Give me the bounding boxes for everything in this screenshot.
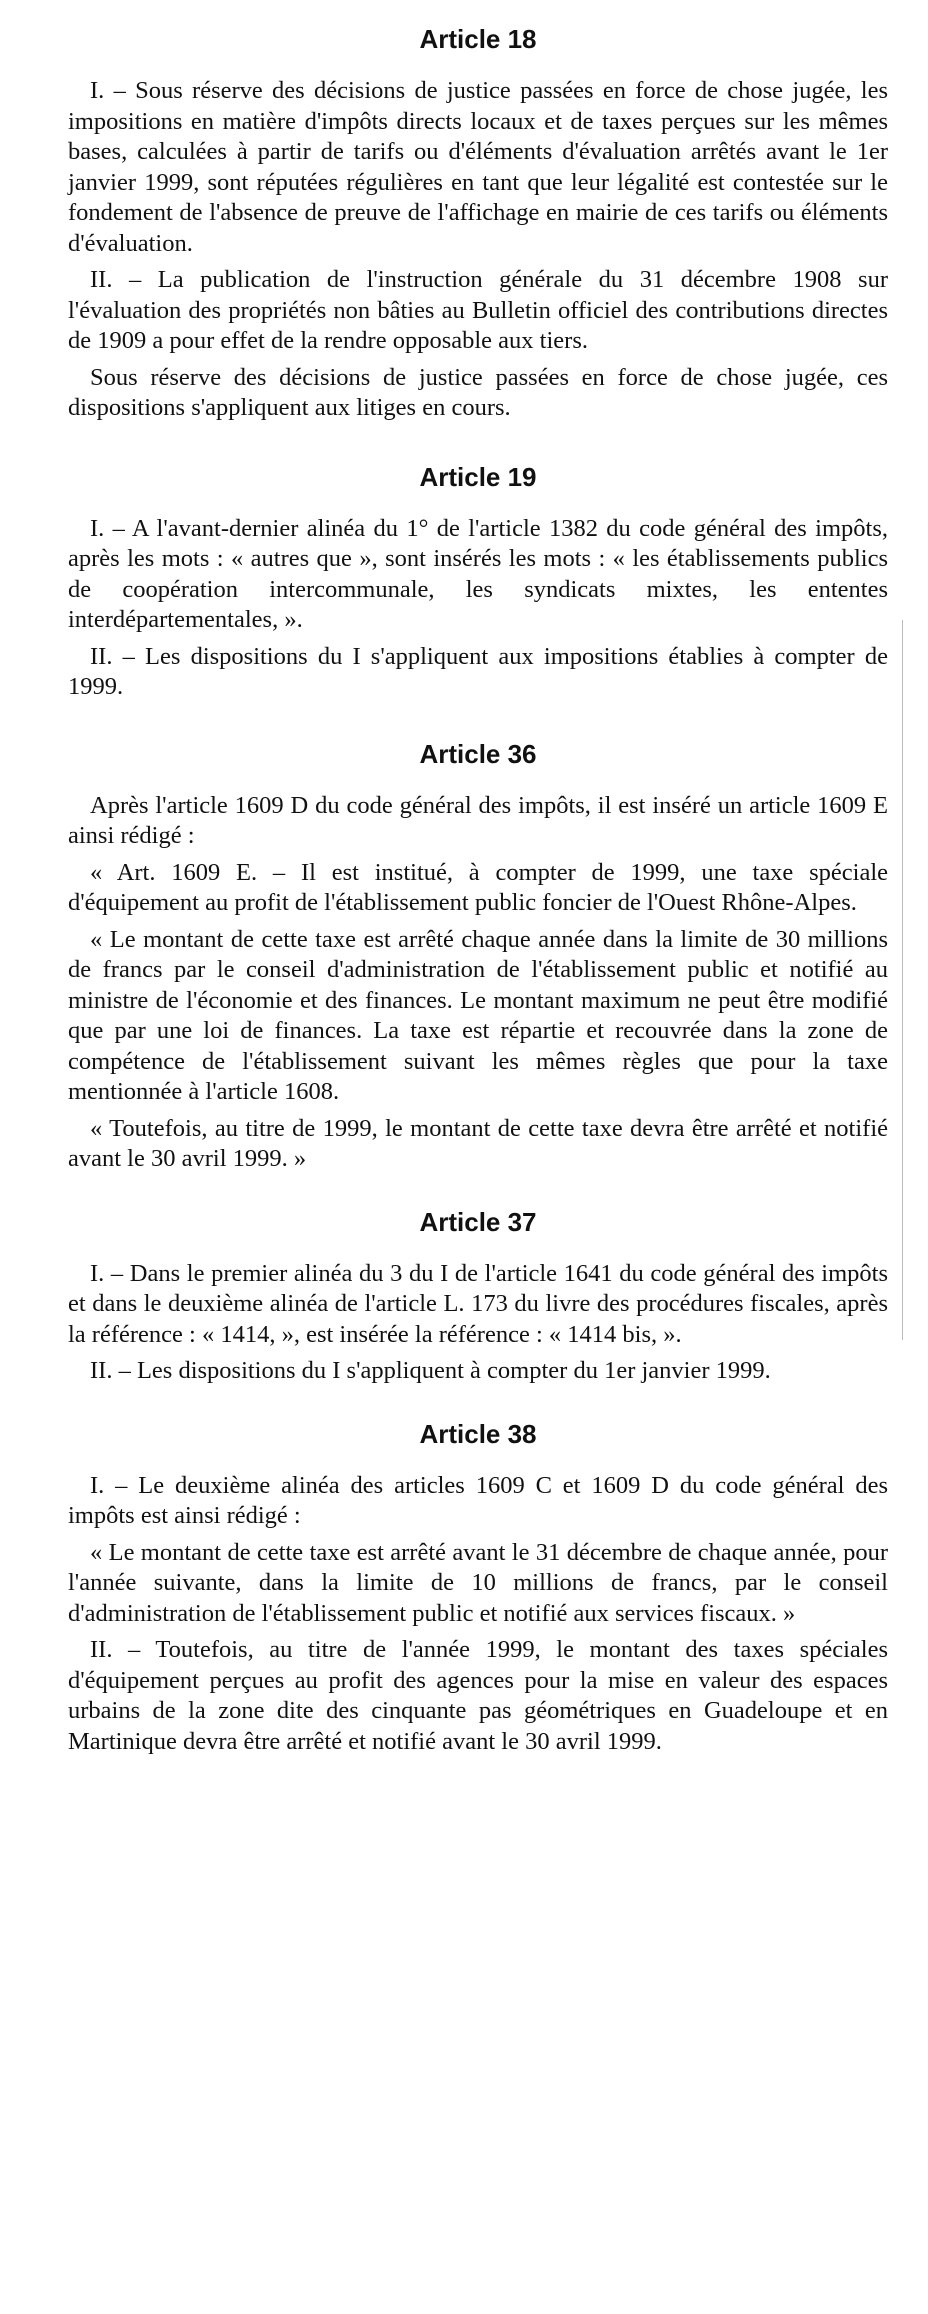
article-heading: Article 38 <box>419 1418 537 1449</box>
article-18 <box>68 22 888 424</box>
article-19 <box>68 460 888 703</box>
article-paragraph: II. – Les dispositions du I s'appliquent à compter du 1er janvier 1999. <box>90 1357 771 1384</box>
article-paragraph: I. – Le deuxième alinéa des articles 1609 C et 1609 D du code général des impôts est ainsi rédigé : <box>68 1471 888 1529</box>
article-paragraph: Sous réserve des décisions de justice passées en force de chose jugée, ces dispositions s'appliquent aux litiges en cours. <box>68 363 888 421</box>
article-paragraph: II. – La publication de l'instruction générale du 31 décembre 1908 sur l'évaluation des propriétés non bâties au Bulletin officiel des contributions directes de 1909 a pour effet de la rendre opposable aux tiers. <box>68 266 888 354</box>
article-paragraph: « Le montant de cette taxe est arrêté avant le 31 décembre de chaque année, pour l'année suivante, dans la limite de 10 millions de francs, par le conseil d'administration de l'établissement public et notifié aux services fiscaux. » <box>68 1538 888 1627</box>
article-38 <box>68 1417 888 1758</box>
article-paragraph: « Art. 1609 E. – Il est institué, à compter de 1999, une taxe spéciale d'équipement au profit de l'établissement public foncier de l'Ouest Rhône-Alpes. <box>68 858 888 916</box>
article-paragraph: I. – Sous réserve des décisions de justice passées en force de chose jugée, les impositions en matière d'impôts directs locaux et de taxes perçues sur les mêmes bases, calculées à partir de tarifs ou d'éléments d'évaluation arrêtés avant le 1er janvier 1999, sont réputées régulières en tant que leur légalité est contestée sur le fondement de l'absence de preuve de l'affichage en mairie de ces tarifs ou éléments d'évaluation. <box>68 77 888 257</box>
article-heading: Article 37 <box>419 1206 537 1237</box>
article-heading: Article 19 <box>419 461 537 492</box>
article-paragraph: « Le montant de cette taxe est arrêté chaque année dans la limite de 30 millions de francs par le conseil d'administration de l'établissement public et notifié au ministre de l'économie et des finances. Le montant maximum ne peut être modifié que par une loi de finances. La taxe est répartie et recouvrée dans la zone de compétence de l'établissement suivant les mêmes règles que pour la taxe mentionnée à l'article 1608. <box>68 925 888 1105</box>
document-page <box>68 22 888 1763</box>
article-paragraph: « Toutefois, au titre de 1999, le montant de cette taxe devra être arrêté et notifié avant le 30 avril 1999. » <box>68 1114 888 1172</box>
article-paragraph: I. – Dans le premier alinéa du 3 du I de l'article 1641 du code général des impôts et dans le deuxième alinéa de l'article L. 173 du livre des procédures fiscales, après la référence : « 1414, », est insérée la référence : « 1414 bis, ». <box>68 1259 888 1348</box>
article-37 <box>68 1205 888 1387</box>
article-paragraph: II. – Les dispositions du I s'appliquent aux impositions établies à compter de 1999. <box>68 642 888 700</box>
article-heading: Article 36 <box>419 738 537 769</box>
article-paragraph: Après l'article 1609 D du code général des impôts, il est inséré un article 1609 E ainsi rédigé : <box>68 791 888 849</box>
article-36 <box>68 737 888 1175</box>
scan-margin-line <box>902 620 903 1340</box>
article-paragraph: II. – Toutefois, au titre de l'année 1999, le montant des taxes spéciales d'équipement perçues au profit des agences pour la mise en valeur des espaces urbains de la zone dite des cinquante pas géométriques en Guadeloupe et en Martinique devra être arrêté et notifié avant le 30 avril 1999. <box>68 1636 888 1755</box>
article-paragraph: I. – A l'avant-dernier alinéa du 1° de l'article 1382 du code général des impôts, après les mots : « autres que », sont insérés les mots : « les établissements publics de coopération intercommunale, les syndicats mixtes, les ententes interdépartementales, ». <box>68 514 888 633</box>
article-heading: Article 18 <box>419 24 537 54</box>
